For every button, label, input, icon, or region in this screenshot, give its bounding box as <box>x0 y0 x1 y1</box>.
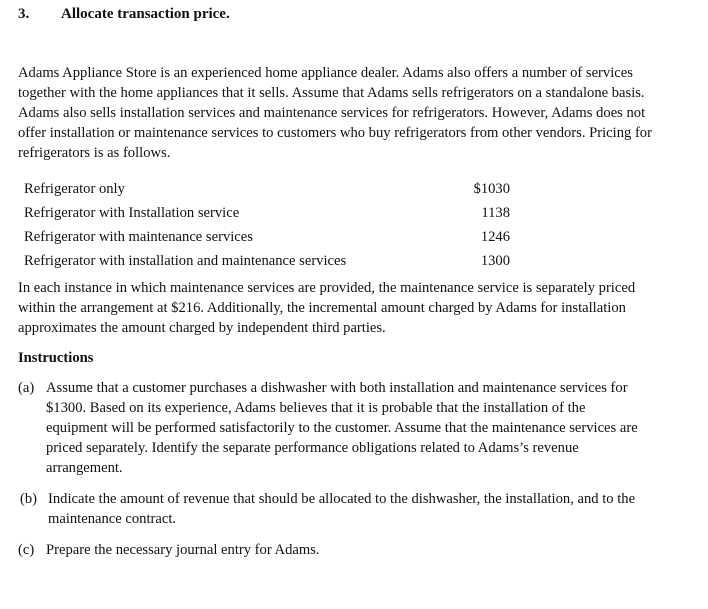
pricing-label: Refrigerator with maintenance services <box>24 229 253 245</box>
pricing-table <box>24 177 510 273</box>
instruction-text: Assume that a customer purchases a dishwasher with both installation and maintenance services for $1300. Based on its experience, Adams believes that it is probable that the installation of the equipment will be performed satisfactorily to the customer. Assume that the maintenance services are priced separately. Identify the separate performance obligations related to Adams’s revenue arrangement. <box>46 380 638 476</box>
instruction-marker: (a) <box>18 380 35 396</box>
details-paragraph: In each instance in which maintenance services are provided, the maintenance service is separately priced within the arrangement at $216. Additionally, the incremental amount charged by Adams for installation approximates the amount charged by independent third parties. <box>18 280 636 336</box>
instructions-heading: Instructions <box>18 350 94 366</box>
instruction-text: Indicate the amount of revenue that should be allocated to the dishwasher, the installation, and to the maintenance contract. <box>48 491 636 527</box>
pricing-amount: 1138 <box>481 205 510 221</box>
pricing-row <box>24 177 510 201</box>
pricing-label: Refrigerator with installation and maintenance services <box>24 253 347 269</box>
pricing-label: Refrigerator with Installation service <box>24 205 240 221</box>
instruction-marker: (b) <box>20 491 38 507</box>
pricing-row <box>24 201 510 225</box>
pricing-row <box>24 249 510 273</box>
instruction-item-a <box>18 378 648 478</box>
section-title: Allocate transaction price. <box>61 6 230 22</box>
intro-paragraph: Adams Appliance Store is an experienced home appliance dealer. Adams also offers a number of services together with the home appliances that it sells. Assume that Adams sells refrigerators on a standalone basis. Adams also sells installation services and maintenance services for refrigerators. However, Adams does not offer installation or maintenance services to customers who buy refrigerators from other vendors. Pricing for refrigerators is as follows. <box>18 65 652 161</box>
instruction-text: Prepare the necessary journal entry for Adams. <box>46 542 320 558</box>
pricing-amount: 1300 <box>480 253 510 269</box>
pricing-amount: $1030 <box>473 181 510 197</box>
pricing-amount: 1246 <box>480 229 510 245</box>
instruction-marker: (c) <box>18 542 35 558</box>
pricing-row <box>24 225 510 249</box>
section-number: 3. <box>18 6 30 22</box>
pricing-label: Refrigerator only <box>24 181 125 197</box>
section-heading <box>18 6 230 23</box>
instruction-item-b <box>20 489 650 529</box>
instruction-item-c <box>18 540 648 560</box>
